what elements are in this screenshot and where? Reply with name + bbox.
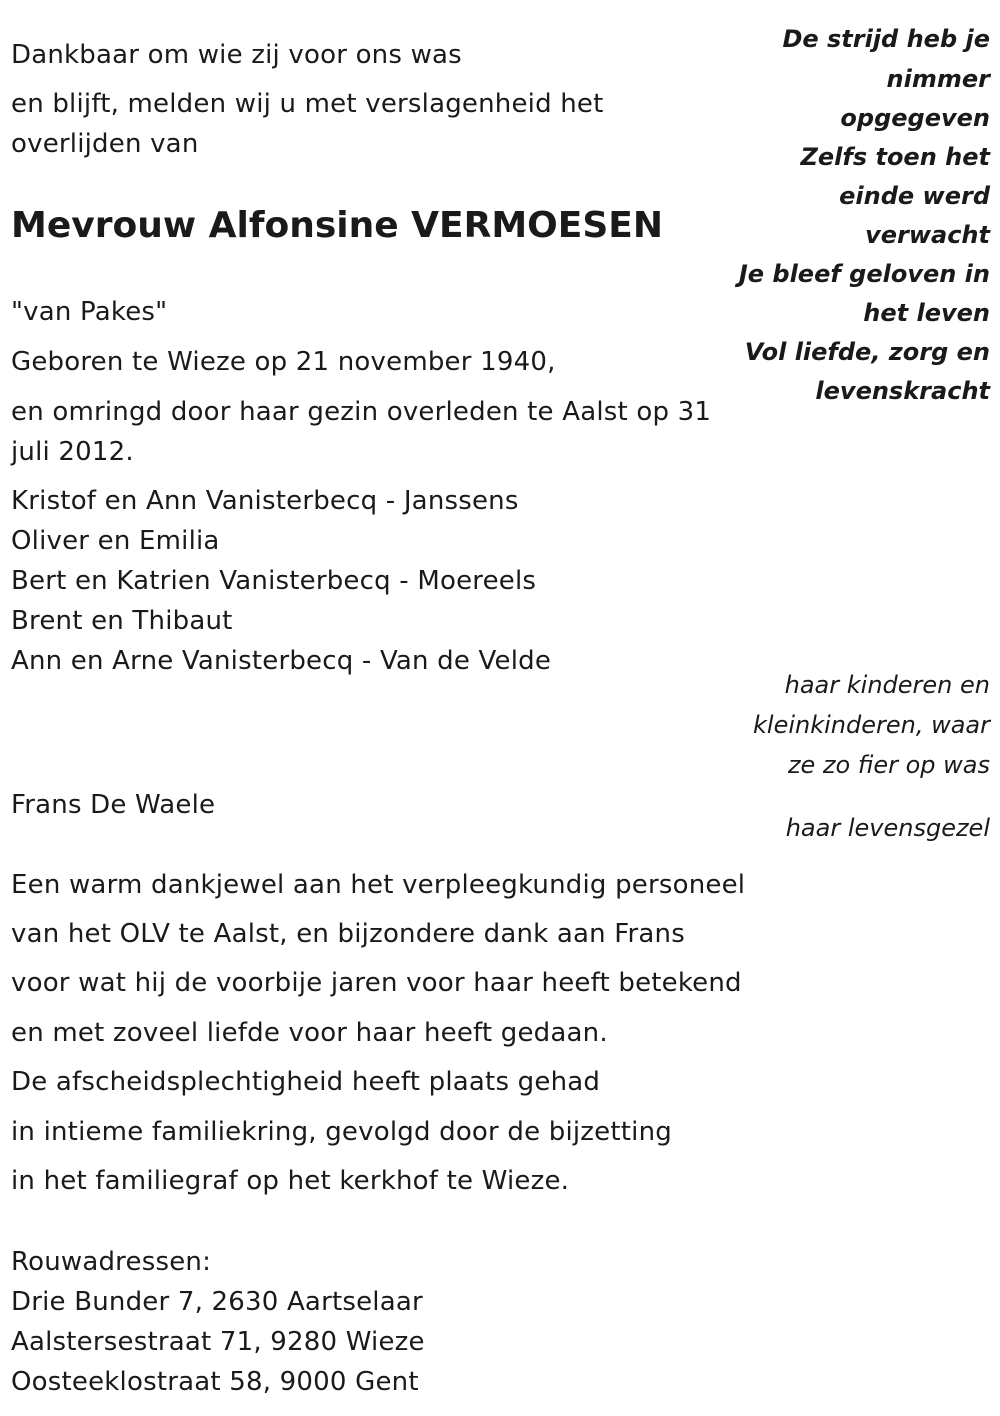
poem-line: De strijd heb je bbox=[782, 25, 990, 53]
death-line-2: juli 2012. bbox=[11, 437, 134, 467]
thanks-line: voor wat hij de voorbije jaren voor haar heeft betekend bbox=[11, 968, 742, 998]
intro-line-1: Dankbaar om wie zij voor ons was bbox=[11, 40, 462, 70]
family-line: Ann en Arne Vanisterbecq - Van de Velde bbox=[11, 646, 552, 676]
nickname: "van Pakes" bbox=[11, 297, 168, 327]
poem bbox=[690, 20, 990, 411]
family-note-line: haar kinderen en bbox=[784, 671, 990, 699]
thanks-line: van het OLV te Aalst, en bijzondere dank aan Frans bbox=[11, 919, 685, 949]
thanks-line: in intieme familiekring, gevolgd door de bijzetting bbox=[11, 1117, 672, 1147]
poem-line: einde werd bbox=[839, 182, 990, 210]
address-line: Aalstersestraat 71, 9280 Wieze bbox=[11, 1327, 425, 1357]
address-line: Oosteeklostraat 58, 9000 Gent bbox=[11, 1367, 419, 1397]
partner-name: Frans De Waele bbox=[11, 790, 216, 820]
family-note-line: ze zo fier op was bbox=[787, 751, 990, 779]
deceased-name: Mevrouw Alfonsine VERMOESEN bbox=[11, 205, 664, 246]
partner-note: haar levensgezel bbox=[785, 814, 990, 842]
poem-line: verwacht bbox=[865, 221, 990, 249]
family-note-line: kleinkinderen, waar bbox=[753, 711, 990, 739]
poem-line: het leven bbox=[863, 299, 990, 327]
thanks-line: De afscheidsplechtigheid heeft plaats gehad bbox=[11, 1067, 601, 1097]
family-line: Oliver en Emilia bbox=[11, 526, 220, 556]
poem-line: opgegeven bbox=[840, 104, 990, 132]
intro-line-3: overlijden van bbox=[11, 129, 199, 159]
poem-line: nimmer bbox=[886, 65, 990, 93]
thanks-line: in het familiegraf op het kerkhof te Wieze. bbox=[11, 1166, 570, 1196]
poem-line: Vol liefde, zorg en bbox=[744, 338, 990, 366]
death-line-1: en omringd door haar gezin overleden te Aalst op 31 bbox=[11, 397, 712, 427]
thanks-line: en met zoveel liefde voor haar heeft gedaan. bbox=[11, 1018, 608, 1048]
poem-line: levenskracht bbox=[815, 377, 990, 405]
intro-line-2: en blijft, melden wij u met verslagenheid het bbox=[11, 89, 604, 119]
family-line: Kristof en Ann Vanisterbecq - Janssens bbox=[11, 486, 519, 516]
family-line: Bert en Katrien Vanisterbecq - Moereels bbox=[11, 566, 537, 596]
family-note bbox=[690, 665, 990, 785]
family-line: Brent en Thibaut bbox=[11, 606, 233, 636]
poem-line: Je bleef geloven in bbox=[738, 260, 990, 288]
address-line: Drie Bunder 7, 2630 Aartselaar bbox=[11, 1287, 423, 1317]
birth-line: Geboren te Wieze op 21 november 1940, bbox=[11, 347, 556, 377]
poem-line: Zelfs toen het bbox=[800, 143, 990, 171]
thanks-line: Een warm dankjewel aan het verpleegkundig personeel bbox=[11, 870, 746, 900]
addresses-heading: Rouwadressen: bbox=[11, 1247, 212, 1277]
